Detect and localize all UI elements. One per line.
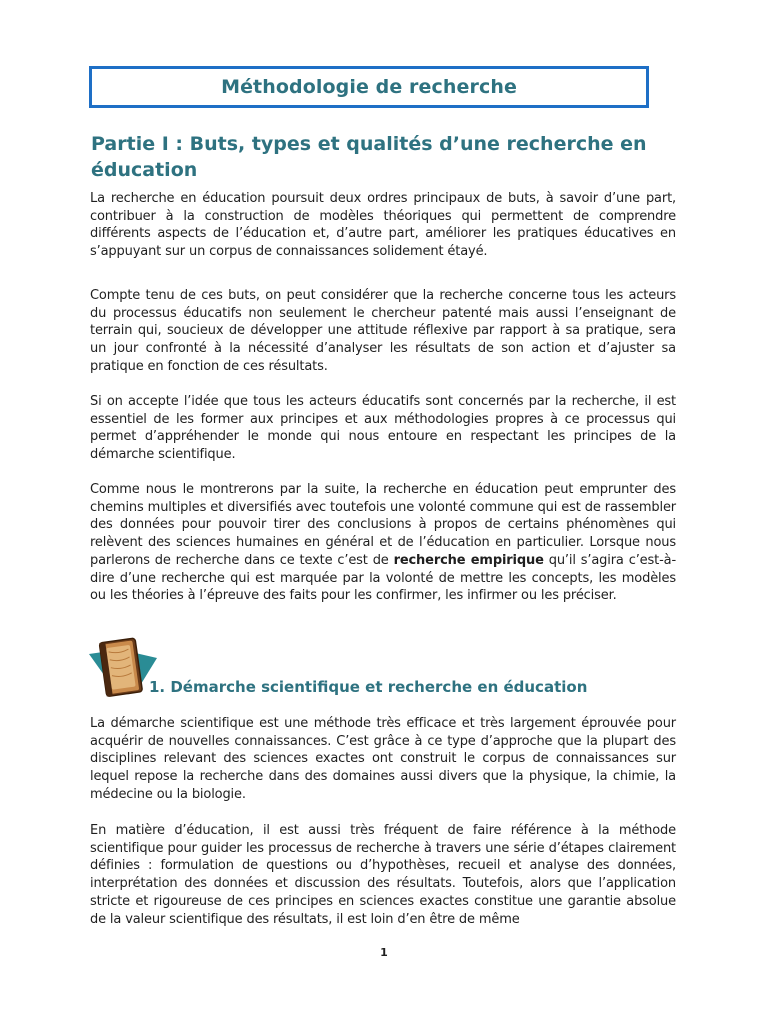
paragraph-2: Compte tenu de ces buts, on peut considérer que la recherche concerne tous les acteurs du processus éducatifs non seulement le chercheur patenté mais aussi l’enseignant de terrain qui, soucieux de développer une attitude réflexive par rapport à sa pratique, sera un jour confronté à la nécessité d’analyser les résultats de son action et d’ajuster sa pratique en fonction de ces résultats. (90, 288, 676, 374)
paragraph-4-bold: recherche empirique (393, 552, 544, 568)
paragraph-4 (90, 481, 676, 605)
section-paragraph-1: La démarche scientifique est une méthode très efficace et très largement éprouvée pour acquérir de nouvelles connaissances. C’est grâce à ce type d’approche que la plupart des disciplines relevant des sciences exactes ont construit le corpus de connaissances sur lequel repose la recherche dans des domaines aussi divers que la physique, la chimie, la médecine ou la biologie. (90, 716, 676, 802)
title-box (89, 66, 649, 108)
paragraph-4-text-b: qu’il s’agira c’est-à-dire d’une recherche qui est marquée par la volonté de mettre les concepts, les modèles ou les théories à l’épreuve des faits pour les confirmer, les infirmer ou les préciser. (90, 552, 676, 604)
part-heading: Partie I : Buts, types et qualités d’une recherche en éducation (91, 133, 647, 181)
document-title: Méthodologie de recherche (221, 76, 517, 98)
section-heading: 1. Démarche scientifique et recherche en éducation (149, 678, 588, 696)
section-paragraph-2: En matière d’éducation, il est aussi très fréquent de faire référence à la méthode scientifique pour guider les processus de recherche à travers une série d’étapes clairement définies : formulation de questions ou d’hypothèses, recueil et analyse des données, interprétation des données et discussion des résultats. Toutefois, alors que l’application stricte et rigoureuse de ces principes en sciences exactes constitue une garantie absolue de la valeur scientifique des résultats, il est loin d’en être de même (90, 823, 676, 927)
paragraph-3: Si on accepte l’idée que tous les acteurs éducatifs sont concernés par la recherche, il est essentiel de les former aux principes et aux méthodologies propres à ce processus qui permet d’appréhender le monde qui nous entoure en respectant les principes de la démarche scientifique. (90, 394, 676, 463)
paragraph-1: La recherche en éducation poursuit deux ordres principaux de buts, à savoir d’une part, contribuer à la construction de modèles théoriques qui permettent de comprendre différents aspects de l’éducation et, d’autre part, améliorer les pratiques éducatives en s’appuyant sur un corpus de connaissances solidement étayé. (90, 191, 676, 260)
page-number: 1 (380, 946, 388, 959)
paragraph-4-text-a: Comme nous le montrerons par la suite, la recherche en éducation peut emprunter des chemins multiples et diversifiés avec toutefois une volonté commune qui est de rassembler des données pour pouvoir tirer des conclusions à propos de certains phénomènes qui relèvent des sciences humaines en général et de l’éducation en particulier. Lorsque nous parlerons de recherche dans ce texte c’est de (90, 482, 676, 568)
